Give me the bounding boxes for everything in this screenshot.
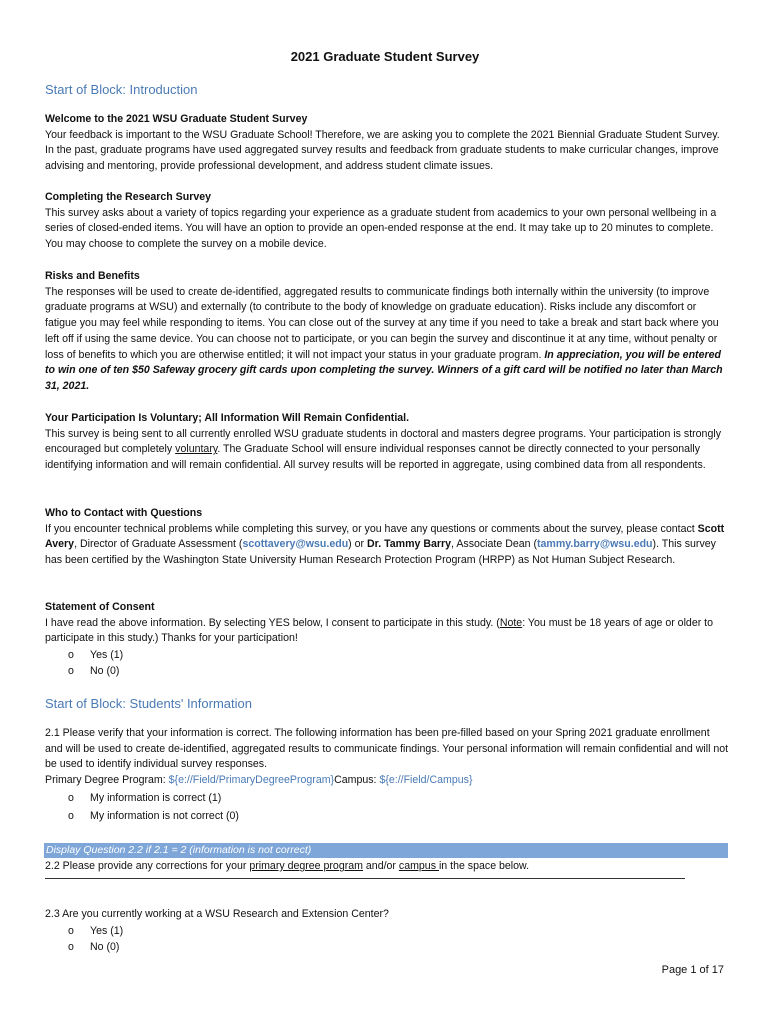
consent-note: Note xyxy=(499,616,523,629)
program-label: Primary Degree Program: xyxy=(45,774,169,787)
question-2-2 xyxy=(45,859,730,875)
q2-2-underlined-campus: campus xyxy=(398,860,439,872)
contact-text-5: ). This survey has been certified by the Washington State University Human Research Protection Program (HRPP) as Not Human Subject Research. xyxy=(45,538,716,567)
question-2-2-text xyxy=(45,859,730,875)
risks-text: The responses will be used to create de-identified, aggregated results to communicate findings both internally within the university (to improve graduate programs at WSU) and externally (to contribute to the body of knowledge on graduate education). Risks include any discomfort or fatigue you may feel while responding to items. You can close out of the survey at any time if you need to take a break and start back where you left off if using the same device. You can choose not to participate, or you can begin the survey and discontinue it at any time, without penalty or loss of benefits to which you are otherwise entitled; it will not impact your status in your graduate program. xyxy=(45,285,719,361)
voluntary-heading: Your Participation Is Voluntary; All Information Will Remain Confidential. xyxy=(45,412,410,424)
page-number: Page 1 of 17 xyxy=(661,964,724,976)
gift-card-notice: In appreciation, you will be entered to win one of ten $50 Safeway grocery gift cards upon completing the survey. Winners of a gift card will be notified no later than March 31, 2021. xyxy=(45,348,723,392)
q2-3-option-no[interactable] xyxy=(45,939,730,955)
q2-2-text-1: 2.2 Please provide any corrections for your xyxy=(45,860,250,872)
contact-heading: Who to Contact with Questions xyxy=(45,507,203,519)
contact-text-4: , Associate Dean ( xyxy=(451,538,538,551)
consent-option-yes[interactable] xyxy=(45,647,730,663)
completing-body: This survey asks about a variety of topics regarding your experience as a graduate student from academics to your own personal wellbeing in a series of closed-ended items. You will have an option to provide an open-ended response at the end. It may take up to 20 minutes to complete. You may choose to complete the survey on a mobile device. xyxy=(45,206,717,251)
question-2-3-text: 2.3 Are you currently working at a WSU Research and Extension Center? xyxy=(45,908,389,920)
welcome-section xyxy=(45,112,730,175)
radio-circle-icon[interactable]: o xyxy=(68,809,74,822)
voluntary-body xyxy=(45,427,730,474)
q2-2-text-2: and/or xyxy=(362,860,399,872)
consent-text-1: I have read the above information. By selecting YES below, I consent to participate in this study. ( xyxy=(45,616,500,629)
option-label: My information is correct (1) xyxy=(90,791,222,804)
page-title: 2021 Graduate Student Survey xyxy=(290,49,480,64)
completing-section xyxy=(45,190,730,253)
welcome-heading: Welcome to the 2021 WSU Graduate Student Survey xyxy=(45,113,308,125)
welcome-body: Your feedback is important to the WSU Graduate School! Therefore, we are asking you to complete the 2021 Biennial Graduate Student Survey. In the past, graduate programs have used aggregated survey results and feedback from graduate students to make curricular changes, improve advising and mentoring, provide professional development, and address student climate issues. xyxy=(45,128,720,173)
q2-3-option-yes[interactable] xyxy=(45,923,730,939)
block-heading-introduction: Start of Block: Introduction xyxy=(45,82,198,97)
question-2-1 xyxy=(45,726,730,824)
contact-email-2[interactable]: tammy.barry@wsu.edu xyxy=(537,538,653,551)
q2-1-option-not-correct[interactable] xyxy=(45,808,730,824)
question-2-3 xyxy=(45,907,730,955)
q2-2-underlined-program: primary degree program xyxy=(249,860,363,872)
display-logic-bar: Display Question 2.2 if 2.1 = 2 (information is not correct) xyxy=(44,843,728,858)
radio-circle-icon[interactable]: o xyxy=(68,940,74,953)
question-2-1-fields xyxy=(45,773,730,789)
voluntary-section xyxy=(45,411,730,474)
contact-body xyxy=(45,522,730,569)
consent-body xyxy=(45,616,730,647)
option-label: Yes (1) xyxy=(90,924,124,937)
program-value: ${e://Field/PrimaryDegreeProgram} xyxy=(168,774,335,787)
campus-value: ${e://Field/Campus} xyxy=(379,774,473,787)
question-2-1-text: 2.1 Please verify that your information is correct. The following information has been pre-filled based on your Spring 2021 graduate enrollment and will be used to create de-identified, aggregated results to communicate findings. Your personal information will remain confidential and will not be used to identify individual survey responses. xyxy=(45,727,729,771)
contact-text-1: If you encounter technical problems while completing this survey, or you have any questions or comments about the survey, please contact xyxy=(45,522,698,535)
radio-circle-icon[interactable]: o xyxy=(68,649,74,662)
risks-heading: Risks and Benefits xyxy=(45,270,140,282)
contact-name-1: Scott Avery xyxy=(45,522,725,551)
risks-section xyxy=(45,269,730,395)
voluntary-text-2: . The Graduate School will ensure individual responses cannot be directly connected to your personally identifying information and will remain confidential. All survey results will be reported in aggregate, using combined data from all respondents. xyxy=(45,443,706,472)
radio-circle-icon[interactable]: o xyxy=(68,924,74,937)
option-label: No (0) xyxy=(90,665,120,678)
voluntary-text-1: This survey is being sent to all currently enrolled WSU graduate students in doctoral and masters degree programs. Your participation is strongly encouraged but completely xyxy=(45,427,721,456)
contact-name-2: Dr. Tammy Barry xyxy=(367,538,452,551)
option-label: Yes (1) xyxy=(90,649,124,662)
risks-body xyxy=(45,285,730,395)
contact-section xyxy=(45,506,730,569)
campus-label: Campus: xyxy=(334,774,380,787)
q2-1-option-correct[interactable] xyxy=(45,790,730,806)
completing-heading: Completing the Research Survey xyxy=(45,191,212,203)
option-label: No (0) xyxy=(90,940,120,953)
contact-text-3: ) or xyxy=(348,538,368,551)
q2-2-text-3: in the space below. xyxy=(438,860,530,872)
consent-section xyxy=(45,600,730,679)
contact-text-2: , Director of Graduate Assessment ( xyxy=(74,538,243,551)
block-heading-students-information: Start of Block: Students' Information xyxy=(45,696,252,711)
radio-circle-icon[interactable]: o xyxy=(68,791,74,804)
consent-option-no[interactable] xyxy=(45,663,730,679)
consent-heading: Statement of Consent xyxy=(45,601,155,613)
consent-text-2: : You must be 18 years of age or older to participate in this study.) Thanks for your participation! xyxy=(45,616,714,645)
radio-circle-icon[interactable]: o xyxy=(68,665,74,678)
answer-line[interactable] xyxy=(45,878,685,879)
contact-email-1[interactable]: scottavery@wsu.edu xyxy=(242,538,349,551)
option-label: My information is not correct (0) xyxy=(90,809,239,822)
voluntary-underlined: voluntary xyxy=(175,443,218,456)
